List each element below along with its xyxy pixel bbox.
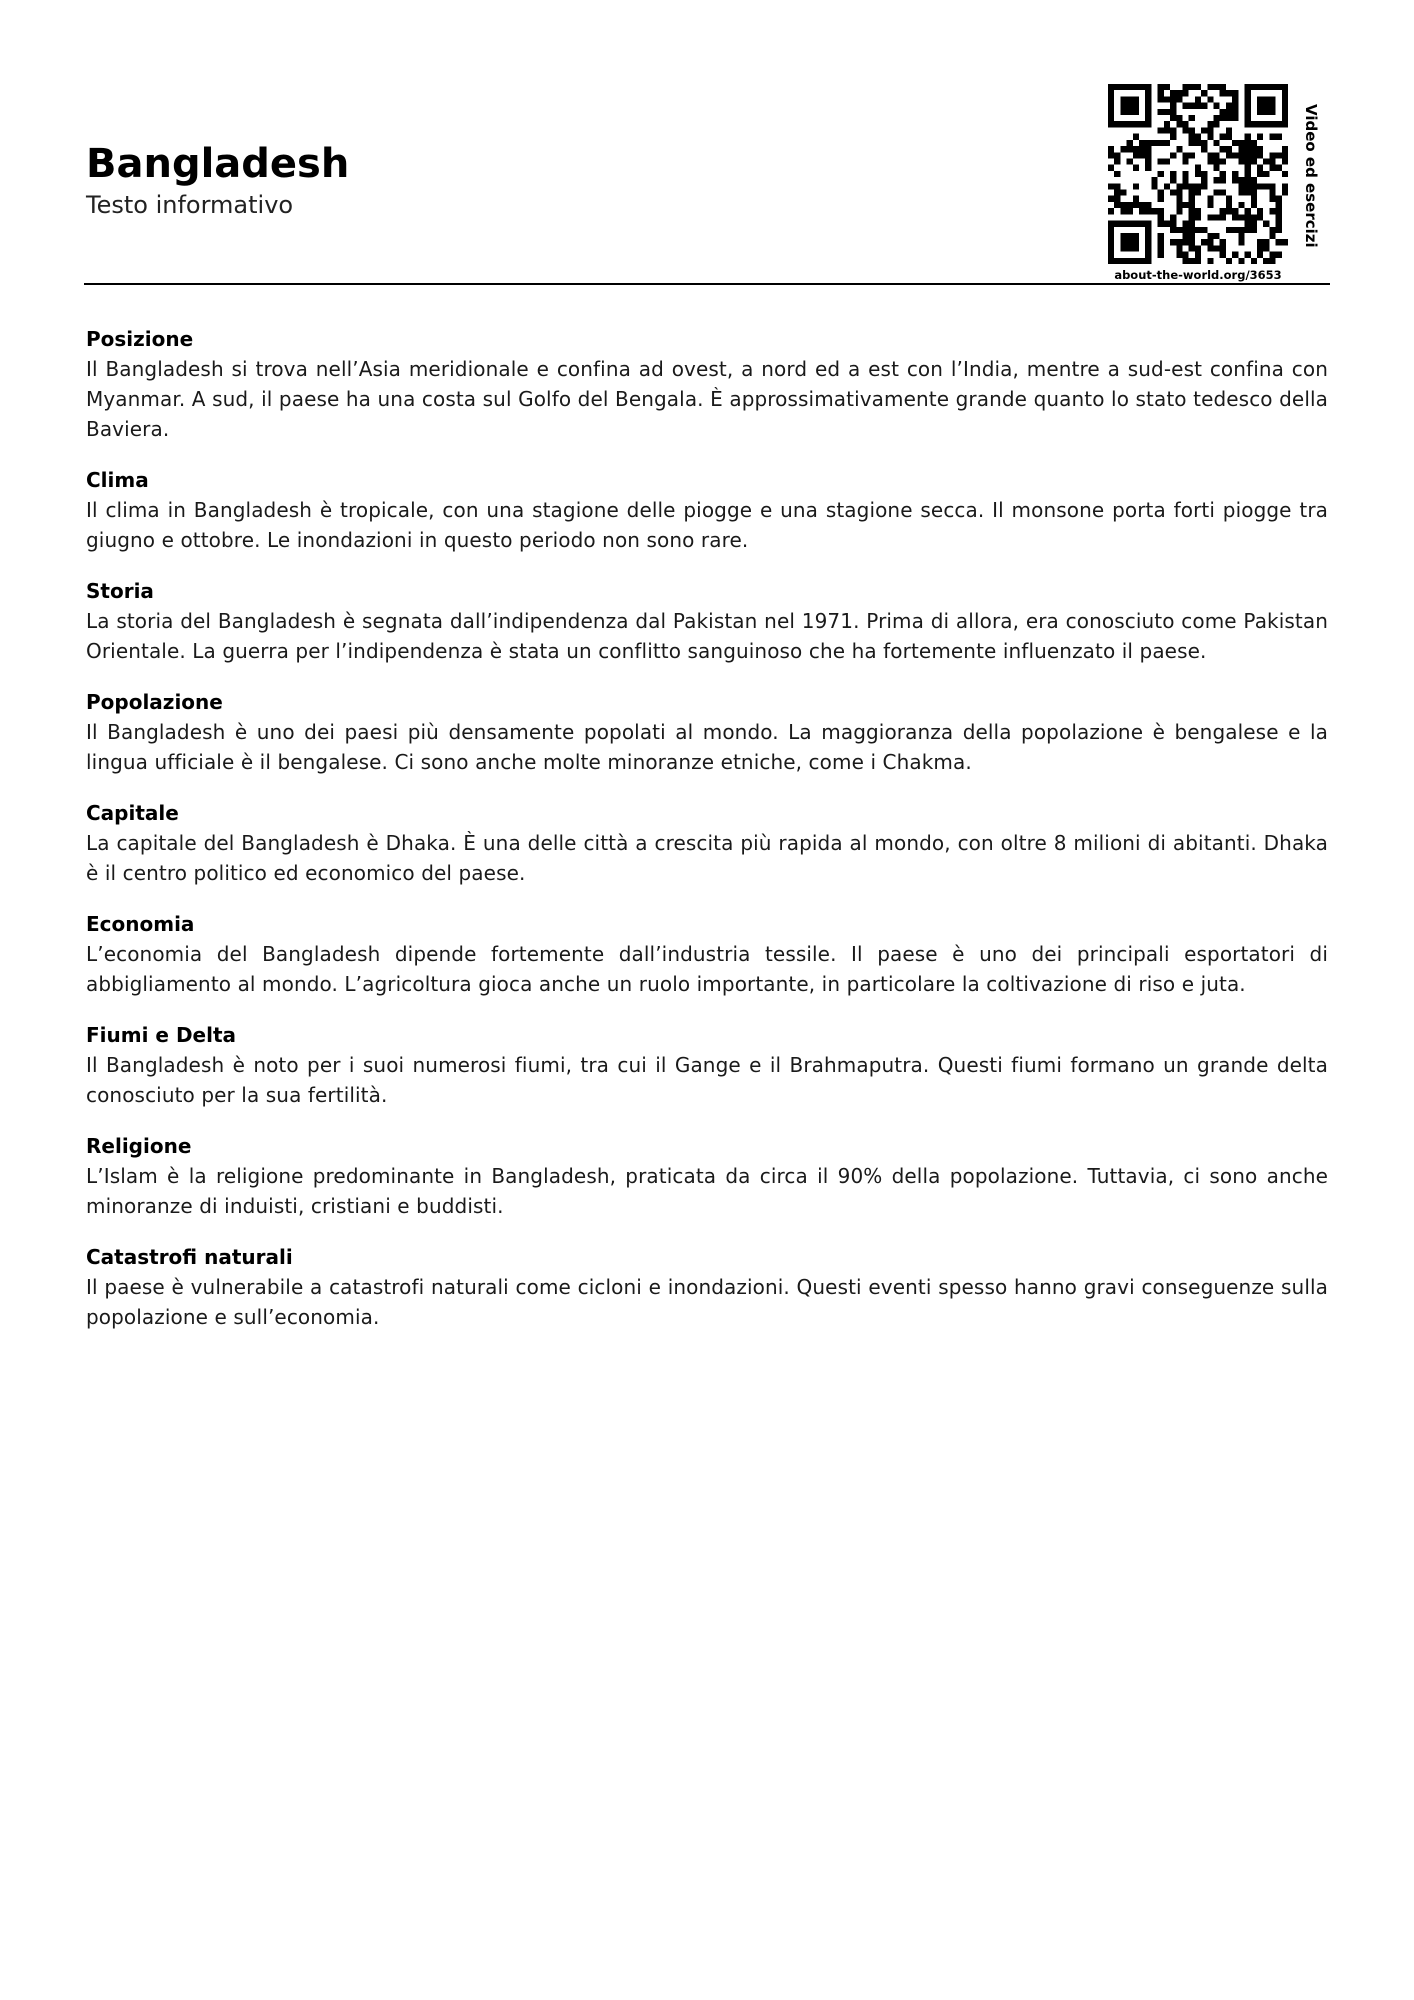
section-heading: Capitale: [86, 801, 179, 825]
section-fiumi-e-delta: [86, 1020, 1328, 1110]
section-storia: [86, 576, 1328, 666]
page-subtitle: Testo informativo: [86, 191, 294, 219]
section-clima: [86, 465, 1328, 555]
section-posizione: [86, 324, 1328, 444]
section-economia: [86, 909, 1328, 999]
section-text: La capitale del Bangladesh è Dhaka. È una delle città a crescita più rapida al mondo, con oltre 8 milioni di abitanti. Dhaka è il centro politico ed economico del paese.: [86, 831, 1328, 885]
qr-block: [1108, 84, 1288, 282]
section-text: La storia del Bangladesh è segnata dall’indipendenza dal Pakistan nel 1971. Prima di allora, era conosciuto come Pakistan Orientale. La guerra per l’indipendenza è stata un conflitto sanguinoso che ha fortemente influenzato il paese.: [86, 609, 1328, 663]
section-text: Il clima in Bangladesh è tropicale, con una stagione delle piogge e una stagione secca. Il monsone porta forti piogge tra giugno e ottobre. Le inondazioni in questo periodo non sono rare.: [86, 498, 1328, 552]
qr-code-icon[interactable]: [1108, 84, 1288, 264]
qr-side-label: Video ed esercizi: [1302, 104, 1320, 248]
section-heading: Posizione: [86, 327, 194, 351]
section-heading: Fiumi e Delta: [86, 1023, 237, 1047]
section-capitale: [86, 798, 1328, 888]
section-text: Il paese è vulnerabile a catastrofi naturali come cicloni e inondazioni. Questi eventi spesso hanno gravi conseguenze sulla popolazione e sull’economia.: [86, 1275, 1328, 1329]
section-heading: Storia: [86, 579, 154, 603]
section-text: L’Islam è la religione predominante in Bangladesh, praticata da circa il 90% della popolazione. Tuttavia, ci sono anche minoranze di induisti, cristiani e buddisti.: [86, 1164, 1328, 1218]
section-popolazione: [86, 687, 1328, 777]
qr-url[interactable]: about-the-world.org/3653: [1114, 268, 1282, 282]
section-text: Il Bangladesh si trova nell’Asia meridionale e confina ad ovest, a nord ed a est con l’India, mentre a sud-est confina con Myanmar. A sud, il paese ha una costa sul Golfo del Bengala. È approssimativamente grande quanto lo stato tedesco della Baviera.: [86, 357, 1328, 441]
section-heading: Religione: [86, 1134, 192, 1158]
section-heading: Popolazione: [86, 690, 223, 714]
section-catastrofi-naturali: [86, 1242, 1328, 1332]
section-heading: Catastrofi naturali: [86, 1245, 293, 1269]
section-heading: Clima: [86, 468, 149, 492]
section-text: Il Bangladesh è noto per i suoi numerosi fiumi, tra cui il Gange e il Brahmaputra. Questi fiumi formano un grande delta conosciuto per la sua fertilità.: [86, 1053, 1328, 1107]
page-header: [86, 140, 349, 220]
section-heading: Economia: [86, 912, 195, 936]
header-divider: [84, 283, 1330, 285]
section-text: L’economia del Bangladesh dipende fortemente dall’industria tessile. Il paese è uno dei principali esportatori di abbigliamento al mondo. L’agricoltura gioca anche un ruolo importante, in particolare la coltivazione di riso e juta.: [86, 942, 1328, 996]
page-title: Bangladesh: [86, 141, 350, 187]
section-text: Il Bangladesh è uno dei paesi più densamente popolati al mondo. La maggioranza della popolazione è bengalese e la lingua ufficiale è il bengalese. Ci sono anche molte minoranze etniche, come i Chakma.: [86, 720, 1328, 774]
section-religione: [86, 1131, 1328, 1221]
article-body: [86, 324, 1328, 1353]
